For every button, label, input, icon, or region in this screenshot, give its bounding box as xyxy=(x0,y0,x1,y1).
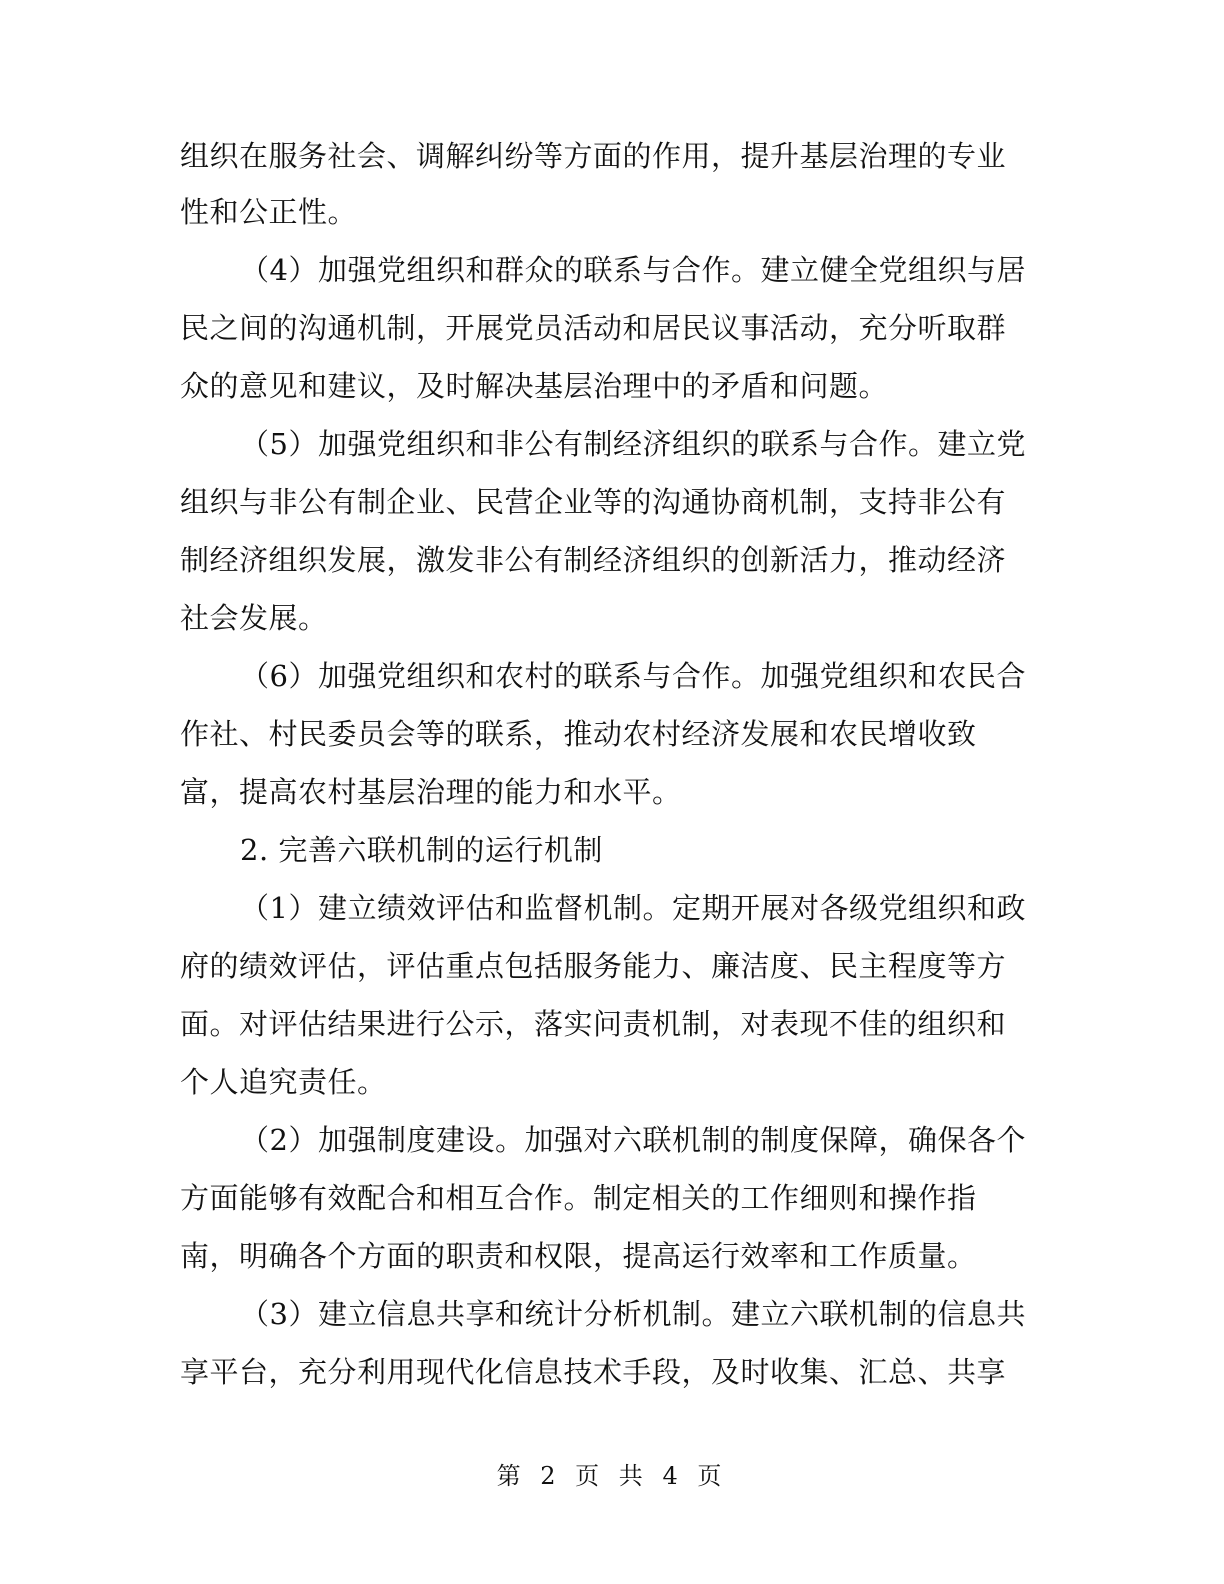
body-text-line: 个人追究责任。 xyxy=(180,1065,387,1099)
body-text-line: 民之间的沟通机制，开展党员活动和居民议事活动，充分听取群 xyxy=(180,311,1007,345)
page-number-footer: 第 2 页 共 4 页 xyxy=(496,1462,728,1490)
body-text-line: 富，提高农村基层治理的能力和水平。 xyxy=(180,775,682,809)
body-text-line: 众的意见和建议，及时解决基层治理中的矛盾和问题。 xyxy=(180,369,889,403)
section-heading: 2. 完善六联机制的运行机制 xyxy=(240,833,603,867)
paragraph-start-line: （1）建立绩效评估和监督机制。定期开展对各级党组织和政 xyxy=(240,891,1026,925)
body-text-line: 南，明确各个方面的职责和权限，提高运行效率和工作质量。 xyxy=(180,1239,977,1273)
paragraph-start-line: （2）加强制度建设。加强对六联机制的制度保障，确保各个 xyxy=(240,1123,1026,1157)
body-text-line: 府的绩效评估，评估重点包括服务能力、廉洁度、民主程度等方 xyxy=(180,949,1007,983)
body-text-line: 性和公正性。 xyxy=(180,195,358,229)
body-text-line: 作社、村民委员会等的联系，推动农村经济发展和农民增收致 xyxy=(180,717,977,751)
body-text-line: 组织与非公有制企业、民营企业等的沟通协商机制，支持非公有 xyxy=(180,485,1007,519)
paragraph-start-line: （4）加强党组织和群众的联系与合作。建立健全党组织与居 xyxy=(240,253,1026,287)
body-text-line: 制经济组织发展，激发非公有制经济组织的创新活力，推动经济 xyxy=(180,543,1007,577)
body-text-line: 方面能够有效配合和相互合作。制定相关的工作细则和操作指 xyxy=(180,1181,977,1215)
body-text-line: 享平台，充分利用现代化信息技术手段，及时收集、汇总、共享 xyxy=(180,1355,1007,1389)
paragraph-start-line: （3）建立信息共享和统计分析机制。建立六联机制的信息共 xyxy=(240,1297,1026,1331)
paragraph-start-line: （5）加强党组织和非公有制经济组织的联系与合作。建立党 xyxy=(240,427,1026,461)
body-text-line: 面。对评估结果进行公示，落实问责机制，对表现不佳的组织和 xyxy=(180,1007,1007,1041)
paragraph-start-line: （6）加强党组织和农村的联系与合作。加强党组织和农民合 xyxy=(240,659,1026,693)
body-text-line: 社会发展。 xyxy=(180,601,328,635)
body-text-line: 组织在服务社会、调解纠纷等方面的作用，提升基层治理的专业 xyxy=(180,139,1007,173)
